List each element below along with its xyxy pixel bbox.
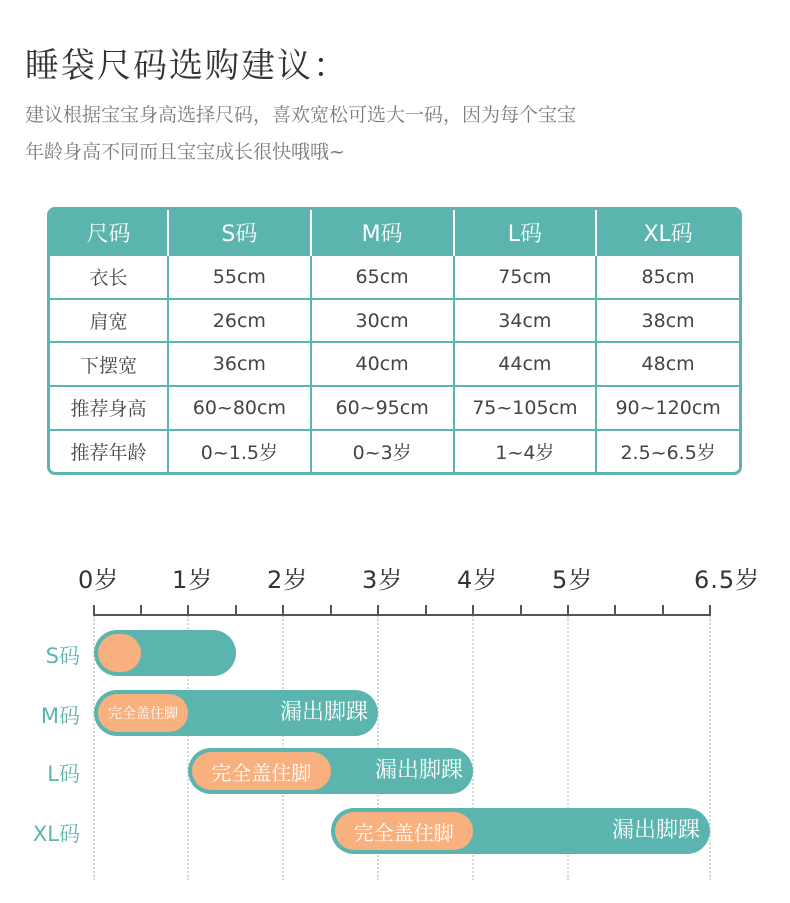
size-row-label: L码 <box>47 762 80 786</box>
size-row-label: XL码 <box>32 822 80 846</box>
axis-tick <box>93 605 95 615</box>
table-cell: 26cm <box>168 299 311 343</box>
axis-tick-label: 2岁 <box>267 566 309 594</box>
covered-range-segment: 完全盖住脚 <box>192 752 331 790</box>
axis-tick <box>709 605 711 615</box>
table-cell: 38cm <box>596 299 739 343</box>
table-cell: 40cm <box>311 342 454 386</box>
table-cell: 75~105cm <box>454 386 597 430</box>
age-axis-line <box>93 614 711 616</box>
table-row <box>50 386 739 430</box>
axis-tick-label: 1岁 <box>172 566 214 594</box>
axis-tick <box>330 605 332 615</box>
size-table-header: 尺码 <box>50 210 168 255</box>
table-cell: 60~80cm <box>168 386 311 430</box>
axis-tick-label: 4岁 <box>457 566 499 594</box>
covered-range-segment: 完全盖住脚 <box>98 694 188 732</box>
axis-tick <box>187 605 189 615</box>
table-cell: 30cm <box>311 299 454 343</box>
description-line-2: 年龄身高不同而且宝宝成长很快哦哦~ <box>25 141 345 163</box>
table-cell: 60~95cm <box>311 386 454 430</box>
axis-tick <box>140 605 142 615</box>
covered-range-segment <box>98 634 141 672</box>
size-table-header: M码 <box>311 210 454 255</box>
size-row-label: S码 <box>45 644 80 668</box>
row-label: 推荐年龄 <box>50 430 168 472</box>
exposed-ankle-label: 漏出脚踝 <box>611 818 700 843</box>
table-cell: 55cm <box>168 255 311 299</box>
row-label: 推荐身高 <box>50 386 168 430</box>
axis-tick <box>520 605 522 615</box>
axis-tick <box>567 605 569 615</box>
table-cell: 90~120cm <box>596 386 739 430</box>
exposed-ankle-label: 漏出脚踝 <box>279 700 368 725</box>
axis-tick <box>472 605 474 615</box>
axis-tick <box>282 605 284 615</box>
size-table-header: XL码 <box>596 210 739 255</box>
table-cell: 85cm <box>596 255 739 299</box>
table-cell: 44cm <box>454 342 597 386</box>
size-row-label: M码 <box>40 704 80 728</box>
age-range-bar <box>94 690 378 736</box>
size-table-header: S码 <box>168 210 311 255</box>
size-table-grid <box>50 210 739 472</box>
table-cell: 65cm <box>311 255 454 299</box>
axis-tick <box>662 605 664 615</box>
axis-tick-label: 0岁 <box>78 566 120 594</box>
axis-tick <box>614 605 616 615</box>
axis-tick-label: 5岁 <box>552 566 594 594</box>
table-row <box>50 430 739 472</box>
table-cell: 36cm <box>168 342 311 386</box>
table-cell: 1~4岁 <box>454 430 597 472</box>
grid-line <box>709 616 711 880</box>
table-row <box>50 255 739 299</box>
table-cell: 34cm <box>454 299 597 343</box>
table-cell: 2.5~6.5岁 <box>596 430 739 472</box>
table-cell: 0~1.5岁 <box>168 430 311 472</box>
table-row <box>50 342 739 386</box>
row-label: 下摆宽 <box>50 342 168 386</box>
row-label: 衣长 <box>50 255 168 299</box>
table-row <box>50 299 739 343</box>
age-range-chart <box>0 550 790 890</box>
table-cell: 0~3岁 <box>311 430 454 472</box>
axis-tick <box>235 605 237 615</box>
table-cell: 75cm <box>454 255 597 299</box>
covered-range-segment: 完全盖住脚 <box>335 812 474 850</box>
axis-tick <box>377 605 379 615</box>
axis-tick <box>425 605 427 615</box>
table-cell: 48cm <box>596 342 739 386</box>
age-range-bar <box>188 748 473 794</box>
age-range-bar <box>331 808 711 854</box>
axis-tick-label: 3岁 <box>362 566 404 594</box>
exposed-ankle-label: 漏出脚踝 <box>374 758 463 783</box>
size-table-header: L码 <box>454 210 597 255</box>
axis-tick-label: 6.5岁 <box>694 566 761 594</box>
size-table-header-row <box>50 210 739 255</box>
row-label: 肩宽 <box>50 299 168 343</box>
age-range-bar <box>94 630 236 676</box>
description-line-1: 建议根据宝宝身高选择尺码，喜欢宽松可选大一码，因为每个宝宝 <box>25 104 577 126</box>
size-table <box>47 207 742 475</box>
page-title: 睡袋尺码选购建议： <box>25 46 349 86</box>
